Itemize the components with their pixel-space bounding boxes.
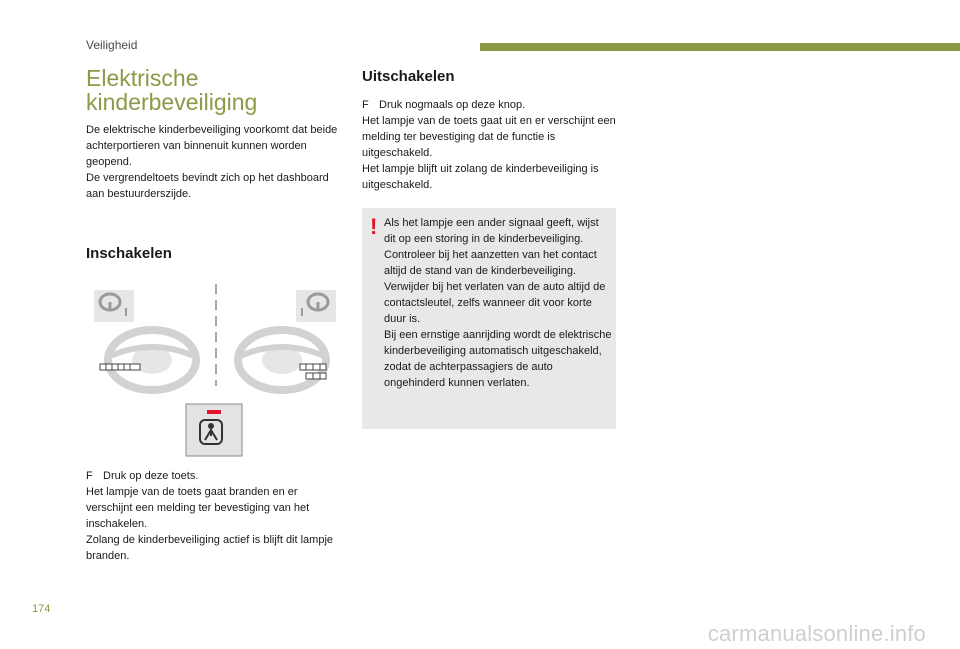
warning-box bbox=[362, 208, 616, 429]
page-title-line2: kinderbeveiliging bbox=[86, 89, 258, 115]
warning-text bbox=[384, 215, 612, 391]
warning-paragraph-4: Bij een ernstige aanrijding wordt de elektrische kinderbeveiliging automatisch uitgeschakeld, zodat de achterpassagiers de auto ongehinderd kunnen verlaten. bbox=[384, 329, 612, 389]
watermark: carmanualsonline.info bbox=[707, 621, 926, 646]
page-number: 174 bbox=[32, 603, 51, 615]
uitschakelen-paragraph-2: Het lampje blijft uit zolang de kinderbeveiliging is uitgeschakeld. bbox=[362, 163, 599, 191]
warning-paragraph-2: Controleer bij het aanzetten van het contact altijd de stand van de kinderbeveiliging. bbox=[384, 249, 597, 277]
inschakelen-step bbox=[86, 468, 346, 484]
bullet-icon: F bbox=[86, 470, 93, 482]
section-label: Veiligheid bbox=[86, 38, 138, 52]
right-steering-lock-icon bbox=[296, 290, 336, 322]
bullet-icon: F bbox=[362, 99, 369, 111]
heading-uitschakelen: Uitschakelen bbox=[362, 68, 455, 85]
intro-paragraph-1: De elektrische kinderbeveiliging voorkomt dat beide achterportieren van binnenuit kunnen worden geopend. bbox=[86, 124, 338, 168]
left-steering-lock-icon bbox=[94, 290, 134, 322]
left-steering-wheel-icon bbox=[108, 330, 196, 390]
left-button-strip bbox=[100, 364, 140, 370]
header-accent-bar bbox=[480, 43, 960, 51]
child-lock-button-icon bbox=[186, 404, 242, 456]
uitschakelen-text bbox=[362, 97, 622, 193]
intro-paragraph-2: De vergrendeltoets bevindt zich op het dashboard aan bestuurderszijde. bbox=[86, 172, 329, 200]
inschakelen-step-text: Druk op deze toets. bbox=[103, 470, 199, 482]
dashboard-illustration bbox=[86, 278, 346, 463]
page-title bbox=[86, 66, 346, 114]
uitschakelen-paragraph-1: Het lampje van de toets gaat uit en er verschijnt een melding ter bevestiging dat de functie is uitgeschakeld. bbox=[362, 115, 616, 159]
intro-text bbox=[86, 122, 346, 202]
inschakelen-paragraph-2: Zolang de kinderbeveiliging actief is blijft dit lampje branden. bbox=[86, 534, 334, 562]
warning-paragraph-3: Verwijder bij het verlaten van de auto altijd de contactsleutel, zelfs wanneer dit voor korte duur is. bbox=[384, 281, 606, 325]
warning-icon: ! bbox=[370, 214, 378, 239]
uitschakelen-step bbox=[362, 97, 622, 113]
uitschakelen-step-text: Druk nogmaals op deze knop. bbox=[379, 99, 526, 111]
page-title-line1: Elektrische bbox=[86, 65, 199, 91]
warning-paragraph-1: Als het lampje een ander signaal geeft, wijst dit op een storing in de kinderbeveiliging. bbox=[384, 217, 599, 245]
right-steering-wheel-icon bbox=[238, 330, 326, 390]
inschakelen-text bbox=[86, 468, 346, 564]
heading-inschakelen: Inschakelen bbox=[86, 245, 172, 262]
inschakelen-paragraph-1: Het lampje van de toets gaat branden en er verschijnt een melding ter bevestiging van het inschakelen. bbox=[86, 486, 310, 530]
